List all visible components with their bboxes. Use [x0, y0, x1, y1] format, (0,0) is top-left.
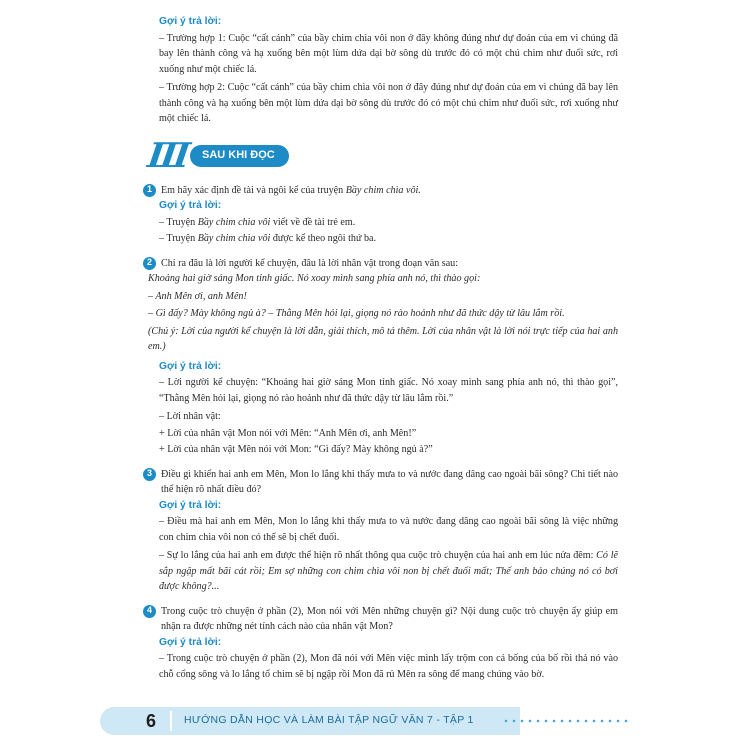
story-title: Bầy chim chìa vôi [197, 233, 271, 244]
question-text-part: Em hãy xác định đề tài và ngôi kể của truyện [161, 184, 346, 196]
section-roman-numeral: III [145, 135, 190, 176]
answer-part: – Truyện [159, 233, 198, 244]
question-2 [148, 256, 618, 458]
hint-block-top [148, 14, 618, 127]
answer-line: – Lời người kể chuyện: “Khoảng hai giờ sáng Mon tỉnh giấc. Nó xoay mình sang phía anh nó, thì thào gọi”, “Thằng Mên hỏi lại, giọng nó rào hoảnh như đã thức dậy từ lâu lắm rồi.” [159, 377, 618, 404]
answer-line: + Lời của nhân vật Mon nói với Mên: “Anh Mên ơi, anh Mên!” [159, 427, 417, 439]
hint-title: Gợi ý trả lời: [159, 636, 222, 648]
answer-line: – Lời nhân vật: [159, 411, 221, 422]
hint-title: Gợi ý trả lời: [159, 200, 222, 211]
page-content [145, 14, 618, 685]
question-text: Điều gì khiến hai anh em Mên, Mon lo lắng khi thấy mưa to và nước đang dâng cao ngoài bãi sông? Chi tiết nào thể hiện rõ nhất điều đó? [161, 468, 618, 495]
footer-dots [502, 719, 630, 723]
question-number-badge: 1 [143, 184, 156, 197]
page-number: 6 [146, 711, 157, 731]
question-1 [148, 183, 618, 247]
answer-line: + Lời của nhân vật Mên nói với Mon: “Gì đấy? Mày không ngủ à?” [159, 444, 433, 455]
answer-case-1: – Trường hợp 1: Cuộc “cất cánh” của bầy chim chìa vôi non ở đây không đúng như dự đoán của em vì chúng đã bay lên thành công và hạ xuống bên một lùm dứa dại bờ sông dù trước đó có một chú chim như đuối sức, rơi xuống như một chiếc lá. [159, 32, 618, 75]
answer-line [159, 215, 618, 231]
answer-line [159, 231, 618, 247]
page-footer [100, 707, 630, 735]
excerpt-line: – Anh Mên ơi, anh Mên! [148, 290, 247, 302]
question-text [161, 183, 618, 199]
section-heading [145, 135, 618, 176]
excerpt-note: (Chú ý: Lời của người kể chuyện là lời dẫn, giải thích, mô tả thêm. Lời của nhân vật là lời nói trực tiếp của hai anh em.) [148, 325, 618, 352]
question-4 [148, 604, 618, 683]
question-text: Chỉ ra đâu là lời người kể chuyện, đâu là lời nhân vật trong đoạn văn sau: [161, 257, 459, 269]
answer-part: được kể theo ngôi thứ ba. [270, 233, 377, 244]
excerpt-line: – Gì đấy? Mày không ngủ à? – Thằng Mên hỏi lại, giọng nó rào hoảnh như đã thức dậy từ lâu lắm rồi. [148, 308, 565, 319]
story-title: Bầy chim chìa vôi. [345, 184, 421, 196]
book-title: HƯỚNG DẪN HỌC VÀ LÀM BÀI TẬP NGỮ VĂN 7 - TẬP 1 [184, 714, 474, 726]
footer-separator [170, 711, 172, 731]
excerpt-line: Khoảng hai giờ sáng Mon tỉnh giấc. Nó xoay mình sang phía anh nó, thì thào gọi: [148, 273, 481, 284]
question-number-badge: 4 [143, 605, 156, 618]
question-3 [148, 467, 618, 595]
quoted-dialogue: Có lẽ sắp ngập mất bãi cát rồi; Em sợ những con chim chìa vôi non bị chết đuối mất; Thế anh bảo chúng nó có bơi được không?... [159, 550, 618, 592]
question-number-badge: 2 [143, 257, 156, 270]
answer-part: – Sự lo lắng của hai anh em được thể hiện rõ nhất thông qua cuộc trò chuyện của hai anh em lúc nửa đêm: [159, 550, 597, 561]
question-number-badge: 3 [143, 468, 156, 481]
question-text: Trong cuộc trò chuyện ở phần (2), Mon nói với Mên những chuyện gì? Nội dung cuộc trò chuyện ấy giúp em nhận ra được những nét tính cách nào của nhân vật Mon? [161, 605, 618, 632]
answer-line: – Trong cuộc trò chuyện ở phần (2), Mon đã nói với Mên việc mình lấy trộm con cá bống của bố rồi thả nó vào chỗ cống sông và lo lắng tổ chim sẽ bị ngập rồi Mon đã rủ Mên ra sông để mang chúng vào bờ. [159, 653, 618, 680]
hint-title: Gợi ý trả lời: [159, 360, 222, 372]
answer-part: – Truyện [159, 216, 198, 228]
answer-case-2: – Trường hợp 2: Cuộc “cất cánh” của bầy chim chìa vôi non ở đây đúng như dự đoán của em vì chúng đã bay lên thành công và hạ xuống bên một lùm dứa dại bờ sông dù trước đó có một chú chim như đuối sức, rơi xuống như một chiếc lá. [159, 82, 618, 124]
story-title: Bầy chim chìa vôi [197, 216, 271, 228]
answer-line [159, 548, 618, 595]
answer-part: viết về đề tài trẻ em. [270, 216, 356, 228]
answer-line: – Điều mà hai anh em Mên, Mon lo lắng khi thấy mưa to và nước đang dâng cao ngoài bãi sông là việc những con chim chìa vôi non có thể sẽ bị chết đuối. [159, 516, 618, 543]
hint-title: Gợi ý trả lời: [159, 499, 222, 511]
hint-title: Gợi ý trả lời: [159, 16, 222, 27]
section-title: SAU KHI ĐỌC [190, 145, 289, 167]
